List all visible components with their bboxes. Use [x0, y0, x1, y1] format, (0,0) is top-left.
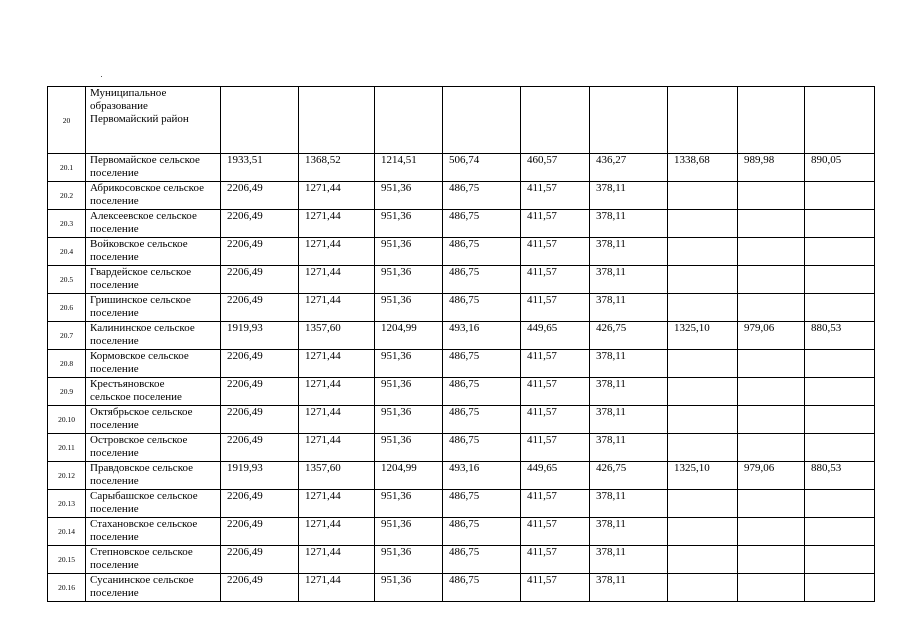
value-cell — [668, 434, 738, 462]
row-number: 20.11 — [48, 434, 86, 462]
value-cell: 378,11 — [590, 518, 668, 546]
row-number: 20.6 — [48, 294, 86, 322]
value-cell: 486,75 — [443, 490, 521, 518]
table-row — [48, 546, 875, 574]
value-cell: 493,16 — [443, 462, 521, 490]
value-cell: 1919,93 — [221, 322, 299, 350]
value-cell: 411,57 — [521, 406, 590, 434]
value-cell — [805, 266, 875, 294]
value-cell — [738, 266, 805, 294]
value-cell: 1204,99 — [375, 322, 443, 350]
value-cell: 1271,44 — [299, 238, 375, 266]
value-cell: 378,11 — [590, 294, 668, 322]
row-number: 20.4 — [48, 238, 86, 266]
value-cell: 486,75 — [443, 378, 521, 406]
value-cell: 1325,10 — [668, 322, 738, 350]
value-cell: 493,16 — [443, 322, 521, 350]
value-cell: 2206,49 — [221, 350, 299, 378]
name-line: поселение — [90, 195, 139, 207]
value-cell — [805, 378, 875, 406]
value-cell: 378,11 — [590, 546, 668, 574]
value-cell — [521, 87, 590, 154]
value-cell: 951,36 — [375, 182, 443, 210]
value-cell — [738, 546, 805, 574]
value-cell: 378,11 — [590, 434, 668, 462]
name-line: поселение — [90, 419, 139, 431]
name-line: Кормовское сельское — [90, 350, 189, 362]
table-row — [48, 266, 875, 294]
value-cell — [738, 182, 805, 210]
name-line: Калининское сельское — [90, 322, 195, 334]
settlement-name — [86, 182, 221, 210]
settlement-name — [86, 462, 221, 490]
value-cell: 411,57 — [521, 210, 590, 238]
name-line: поселение — [90, 279, 139, 291]
value-cell: 1271,44 — [299, 294, 375, 322]
value-cell: 2206,49 — [221, 490, 299, 518]
value-cell — [668, 518, 738, 546]
row-number: 20 — [48, 87, 86, 154]
value-cell — [805, 294, 875, 322]
row-number: 20.16 — [48, 574, 86, 602]
name-line: поселение — [90, 503, 139, 515]
value-cell: 411,57 — [521, 546, 590, 574]
value-cell: 486,75 — [443, 350, 521, 378]
value-cell — [805, 490, 875, 518]
value-cell: 951,36 — [375, 294, 443, 322]
name-line: Сусанинское сельское — [90, 574, 194, 586]
settlement-name — [86, 294, 221, 322]
table-row — [48, 490, 875, 518]
value-cell: 1357,60 — [299, 462, 375, 490]
value-cell: 979,06 — [738, 462, 805, 490]
value-cell: 1271,44 — [299, 350, 375, 378]
value-cell: 486,75 — [443, 546, 521, 574]
value-cell — [668, 210, 738, 238]
row-number: 20.10 — [48, 406, 86, 434]
value-cell: 2206,49 — [221, 378, 299, 406]
name-line: образование — [90, 100, 148, 112]
value-cell — [668, 87, 738, 154]
settlement-name — [86, 350, 221, 378]
value-cell: 2206,49 — [221, 518, 299, 546]
table-row — [48, 154, 875, 182]
value-cell: 2206,49 — [221, 266, 299, 294]
table-row — [48, 378, 875, 406]
settlement-name — [86, 546, 221, 574]
row-number: 20.5 — [48, 266, 86, 294]
value-cell — [805, 434, 875, 462]
row-number: 20.14 — [48, 518, 86, 546]
value-cell — [805, 182, 875, 210]
value-cell: 1271,44 — [299, 574, 375, 602]
settlement-name — [86, 518, 221, 546]
value-cell: 411,57 — [521, 182, 590, 210]
row-number: 20.12 — [48, 462, 86, 490]
table-row-header — [48, 87, 875, 154]
value-cell — [805, 350, 875, 378]
name-line: поселение — [90, 475, 139, 487]
name-line: Сарыбашское сельское — [90, 490, 198, 502]
table-row — [48, 574, 875, 602]
name-line: Островское сельское — [90, 434, 188, 446]
value-cell: 378,11 — [590, 350, 668, 378]
value-cell: 2206,49 — [221, 574, 299, 602]
value-cell — [738, 434, 805, 462]
value-cell: 1214,51 — [375, 154, 443, 182]
value-cell: 1271,44 — [299, 406, 375, 434]
name-line: поселение — [90, 335, 139, 347]
value-cell: 411,57 — [521, 350, 590, 378]
name-line: Правдовское сельское — [90, 462, 193, 474]
value-cell: 951,36 — [375, 546, 443, 574]
value-cell: 411,57 — [521, 378, 590, 406]
value-cell — [221, 87, 299, 154]
value-cell: 426,75 — [590, 462, 668, 490]
value-cell — [668, 546, 738, 574]
value-cell: 378,11 — [590, 266, 668, 294]
settlement-name — [86, 574, 221, 602]
value-cell: 890,05 — [805, 154, 875, 182]
value-cell: 486,75 — [443, 574, 521, 602]
name-line: поселение — [90, 363, 139, 375]
name-line: Абрикосовское сельское — [90, 182, 204, 194]
table-row — [48, 294, 875, 322]
value-cell — [738, 294, 805, 322]
name-line: сельское поселение — [90, 391, 182, 403]
row-number: 20.15 — [48, 546, 86, 574]
value-cell: 951,36 — [375, 574, 443, 602]
value-cell: 486,75 — [443, 210, 521, 238]
municipality-name — [86, 87, 221, 154]
value-cell: 951,36 — [375, 210, 443, 238]
value-cell: 486,75 — [443, 434, 521, 462]
value-cell — [805, 238, 875, 266]
row-number: 20.3 — [48, 210, 86, 238]
value-cell — [668, 406, 738, 434]
value-cell: 951,36 — [375, 266, 443, 294]
table-row — [48, 322, 875, 350]
settlement-name — [86, 406, 221, 434]
value-cell: 411,57 — [521, 518, 590, 546]
value-cell — [738, 210, 805, 238]
value-cell — [738, 238, 805, 266]
value-cell: 2206,49 — [221, 238, 299, 266]
value-cell: 411,57 — [521, 574, 590, 602]
name-line: Крестьяновское — [90, 378, 165, 390]
value-cell: 378,11 — [590, 238, 668, 266]
value-cell: 951,36 — [375, 350, 443, 378]
row-number: 20.1 — [48, 154, 86, 182]
value-cell: 951,36 — [375, 518, 443, 546]
value-cell: 378,11 — [590, 378, 668, 406]
value-cell: 449,65 — [521, 462, 590, 490]
name-line: Гвардейское сельское — [90, 266, 192, 278]
value-cell: 2206,49 — [221, 210, 299, 238]
value-cell: 2206,49 — [221, 182, 299, 210]
table-row — [48, 210, 875, 238]
name-line: поселение — [90, 251, 139, 263]
value-cell — [738, 518, 805, 546]
value-cell: 2206,49 — [221, 546, 299, 574]
settlement-name — [86, 238, 221, 266]
value-cell — [668, 490, 738, 518]
name-line: поселение — [90, 447, 139, 459]
settlement-name — [86, 322, 221, 350]
value-cell: 460,57 — [521, 154, 590, 182]
settlement-name — [86, 266, 221, 294]
value-cell — [668, 266, 738, 294]
value-cell: 1271,44 — [299, 518, 375, 546]
value-cell — [668, 350, 738, 378]
value-cell: 1271,44 — [299, 434, 375, 462]
value-cell: 411,57 — [521, 238, 590, 266]
value-cell: 1357,60 — [299, 322, 375, 350]
name-line: поселение — [90, 531, 139, 543]
name-line: поселение — [90, 223, 139, 235]
value-cell: 1271,44 — [299, 182, 375, 210]
value-cell: 486,75 — [443, 518, 521, 546]
value-cell: 411,57 — [521, 490, 590, 518]
table-row — [48, 238, 875, 266]
tariff-table — [47, 86, 875, 602]
value-cell — [805, 210, 875, 238]
value-cell: 1271,44 — [299, 210, 375, 238]
name-line: Алексеевское сельское — [90, 210, 197, 222]
value-cell: 1368,52 — [299, 154, 375, 182]
value-cell: 449,65 — [521, 322, 590, 350]
value-cell — [443, 87, 521, 154]
name-line: Гришинское сельское — [90, 294, 191, 306]
name-line: Войковское сельское — [90, 238, 188, 250]
value-cell — [738, 350, 805, 378]
settlement-name — [86, 490, 221, 518]
value-cell: 411,57 — [521, 294, 590, 322]
value-cell — [668, 574, 738, 602]
value-cell: 506,74 — [443, 154, 521, 182]
value-cell: 378,11 — [590, 490, 668, 518]
value-cell — [738, 378, 805, 406]
name-line: Октябрьское сельское — [90, 406, 193, 418]
value-cell: 378,11 — [590, 406, 668, 434]
table-row — [48, 518, 875, 546]
value-cell — [805, 518, 875, 546]
value-cell — [805, 87, 875, 154]
row-number: 20.13 — [48, 490, 86, 518]
name-line: поселение — [90, 559, 139, 571]
value-cell — [738, 490, 805, 518]
name-line: поселение — [90, 167, 139, 179]
value-cell: 2206,49 — [221, 434, 299, 462]
value-cell: 951,36 — [375, 406, 443, 434]
value-cell: 2206,49 — [221, 406, 299, 434]
value-cell: 1933,51 — [221, 154, 299, 182]
name-line: поселение — [90, 587, 139, 599]
value-cell — [668, 378, 738, 406]
value-cell: 436,27 — [590, 154, 668, 182]
value-cell — [590, 87, 668, 154]
value-cell: 411,57 — [521, 266, 590, 294]
value-cell: 1271,44 — [299, 546, 375, 574]
value-cell: 2206,49 — [221, 294, 299, 322]
value-cell: 979,06 — [738, 322, 805, 350]
value-cell: 951,36 — [375, 378, 443, 406]
settlement-name — [86, 378, 221, 406]
name-line: Муниципальное — [90, 87, 167, 99]
value-cell — [805, 574, 875, 602]
value-cell: 989,98 — [738, 154, 805, 182]
row-number: 20.7 — [48, 322, 86, 350]
table-row — [48, 406, 875, 434]
value-cell — [738, 406, 805, 434]
value-cell — [299, 87, 375, 154]
value-cell: 411,57 — [521, 434, 590, 462]
value-cell: 378,11 — [590, 182, 668, 210]
value-cell: 1271,44 — [299, 378, 375, 406]
table-row — [48, 434, 875, 462]
value-cell — [805, 546, 875, 574]
value-cell: 486,75 — [443, 182, 521, 210]
value-cell: 951,36 — [375, 434, 443, 462]
name-line: поселение — [90, 307, 139, 319]
table-row — [48, 462, 875, 490]
name-line: Степновское сельское — [90, 546, 193, 558]
row-number: 20.9 — [48, 378, 86, 406]
name-line: Стахановское сельское — [90, 518, 198, 530]
name-line: Первомайское сельское — [90, 154, 200, 166]
value-cell: 378,11 — [590, 210, 668, 238]
row-number: 20.2 — [48, 182, 86, 210]
value-cell: 486,75 — [443, 406, 521, 434]
value-cell: 1325,10 — [668, 462, 738, 490]
value-cell — [375, 87, 443, 154]
settlement-name — [86, 434, 221, 462]
value-cell — [805, 406, 875, 434]
value-cell: 951,36 — [375, 490, 443, 518]
value-cell: 378,11 — [590, 574, 668, 602]
speck — [101, 76, 102, 77]
value-cell: 951,36 — [375, 238, 443, 266]
value-cell: 1271,44 — [299, 266, 375, 294]
row-number: 20.8 — [48, 350, 86, 378]
value-cell — [738, 574, 805, 602]
value-cell — [668, 182, 738, 210]
value-cell: 880,53 — [805, 462, 875, 490]
value-cell — [668, 238, 738, 266]
table-row — [48, 350, 875, 378]
value-cell: 1919,93 — [221, 462, 299, 490]
value-cell: 1338,68 — [668, 154, 738, 182]
value-cell: 1204,99 — [375, 462, 443, 490]
value-cell: 486,75 — [443, 266, 521, 294]
settlement-name — [86, 154, 221, 182]
value-cell: 486,75 — [443, 294, 521, 322]
name-line: Первомайский район — [90, 113, 189, 125]
value-cell: 1271,44 — [299, 490, 375, 518]
value-cell: 486,75 — [443, 238, 521, 266]
table-row — [48, 182, 875, 210]
value-cell — [738, 87, 805, 154]
value-cell: 880,53 — [805, 322, 875, 350]
settlement-name — [86, 210, 221, 238]
value-cell — [668, 294, 738, 322]
value-cell: 426,75 — [590, 322, 668, 350]
